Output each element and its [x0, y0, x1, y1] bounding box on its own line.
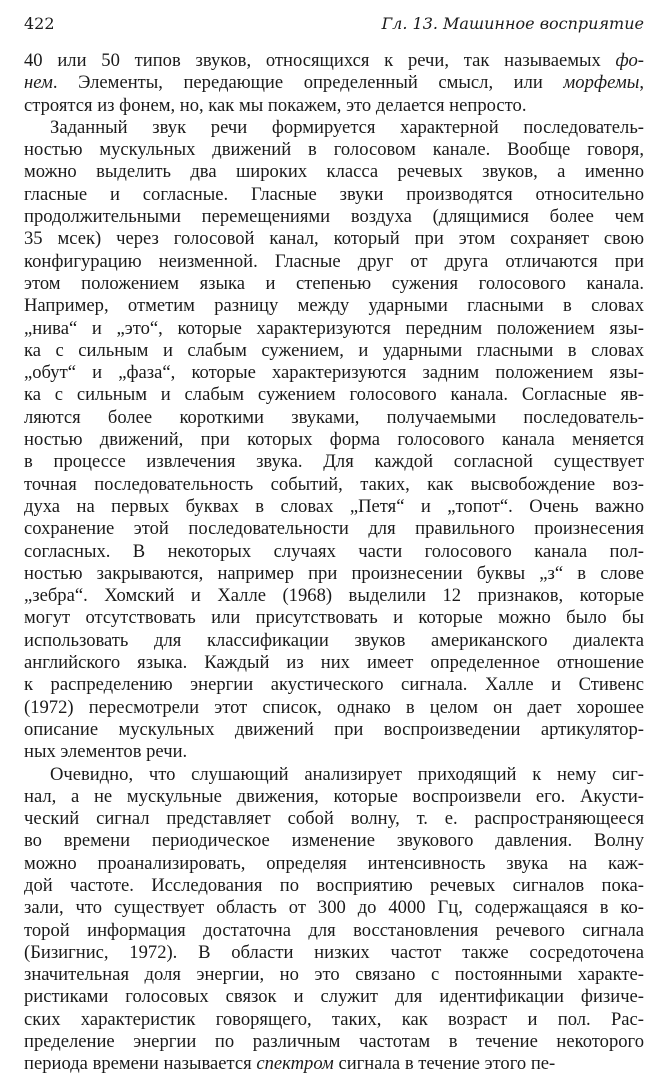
paragraph — [24, 764, 644, 1076]
text-line: духа на первых буквах в словах „Петя“ и „топот“. Очень важно — [24, 495, 644, 517]
text-line: значительная доля энергии, но это связано с постоянными характе- — [24, 964, 644, 986]
text-line: 35 мсек) через голосовой канал, который при этом сохраняет свою — [24, 228, 644, 250]
italic-term: спектром — [256, 1053, 334, 1075]
text-line: во времени периодическое изменение звукового давления. Волну — [24, 830, 644, 852]
text-line: дой частоте. Исследования по восприятию речевых сигналов пока- — [24, 874, 644, 896]
text-line: ностью закрываются, например при произнесении буквы „з“ в слове — [24, 562, 644, 584]
italic-term: нем — [24, 72, 53, 94]
body-text — [24, 50, 644, 1076]
text-line: этом положением языка и степенью сужения голосового канала. — [24, 272, 644, 294]
text-line: ных элементов речи. — [24, 741, 188, 763]
text-line: ских характеристик говорящего, таких, как возраст и пол. Рас- — [24, 1008, 644, 1030]
text-line: сохранение этой последовательности для правильного произнесения — [24, 518, 644, 540]
text-line: согласных. В некоторых случаях части голосового канала пол- — [24, 540, 644, 562]
book-page — [24, 14, 644, 1076]
text-line: торой информация достаточна для восстановления речевого сигнала — [24, 919, 644, 941]
text-line: „зебра“. Хомский и Халле (1968) выделили 12 признаков, которые — [24, 585, 644, 607]
text-line: к распределению энергии акустического сигнала. Халле и Стивенс — [24, 674, 644, 696]
text-line: зали, что существует область от 300 до 4000 Гц, содержащаяся в ко- — [24, 897, 644, 919]
text-line: ристиками голосовых связок и служит для идентификации физиче- — [24, 986, 644, 1008]
text-line: можно выделить два широких класса речевых звуков, а именно — [24, 161, 644, 183]
text-line: точная последовательность событий, таких, как высвобождение воз- — [24, 473, 644, 495]
text-line: пределение энергии по различным частотам в течение некоторого — [24, 1031, 644, 1053]
text-line: Очевидно, что слушающий анализирует приходящий к нему сиг- — [50, 763, 644, 785]
running-head: Гл. 13. Машинное восприятие — [381, 14, 644, 33]
text-line: гласные и согласные. Гласные звуки производятся относительно — [24, 183, 644, 205]
page-number: 422 — [24, 14, 55, 33]
text-line: (1972) пересмотрели этот список, однако в целом он дает хорошее — [24, 696, 644, 718]
page-header — [24, 14, 644, 44]
italic-term: фо- — [615, 50, 644, 71]
text-line: 40 или 50 типов звуков, относящихся к речи, так называемых фо- — [24, 50, 644, 71]
text-line: Заданный звук речи формируется характерной последователь- — [50, 116, 644, 138]
text-line: „обут“ и „фаза“, которые характеризуются задним положением язы- — [24, 362, 644, 384]
text-line: ка с сильным и слабым сужением голосового канала. Согласные яв- — [24, 384, 644, 406]
text-line: продолжительными перемещениями воздуха (длящимися более чем — [24, 206, 644, 228]
paragraph — [24, 117, 644, 764]
text-line: строятся из фонем, но, как мы покажем, это делается непросто. — [24, 94, 527, 116]
text-line: ностью мускульных движений в голосовом канале. Вообще говоря, — [24, 139, 644, 161]
text-line: „нива“ и „это“, которые характеризуются передним положением язы- — [24, 317, 644, 339]
text-line: ностью движений, при которых форма голосового канала меняется — [24, 429, 644, 451]
text-line: английского языка. Каждый из них имеет определенное отношение — [24, 652, 644, 674]
paragraph — [24, 50, 644, 117]
text-line: использовать для классификации звуков американского диалекта — [24, 629, 644, 651]
text-line: в процессе извлечения звука. Для каждой согласной существует — [24, 451, 644, 473]
text-line: нал, а не мускульные движения, которые воспроизвели его. Акусти- — [24, 785, 644, 807]
text-line: ка с сильным и слабым сужением, и ударными гласными в словах — [24, 339, 644, 361]
text-line: можно проанализировать, определяя интенсивность звука на каж- — [24, 852, 644, 874]
text-line: могут отсутствовать или присутствовать и которые можно было бы — [24, 607, 644, 629]
text-line: (Бизигнис, 1972). В области низких частот также сосредоточена — [24, 941, 644, 963]
text-line: нем. Элементы, передающие определенный смысл, или морфемы, — [24, 72, 644, 94]
text-line: Например, отметим разницу между ударными гласными в словах — [24, 295, 644, 317]
text-line: ческий сигнал представляет собой волну, т. е. распространяющееся — [24, 808, 644, 830]
text-line: описание мускульных движений при воспроизведении артикулятор- — [24, 718, 644, 740]
text-line: периода времени называется спектром сигнала в течение этого пе- — [24, 1053, 556, 1075]
text-line: конфигурацию неизменной. Гласные друг от друга отличаются при — [24, 250, 644, 272]
italic-term: морфемы — [563, 72, 640, 94]
text-line: ляются более короткими звуками, получаемыми последователь- — [24, 406, 644, 428]
